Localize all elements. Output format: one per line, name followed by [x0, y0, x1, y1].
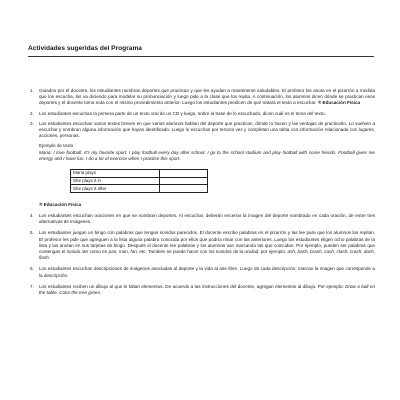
item-text: Guiados por el docente, los estudiantes nombran deportes que practican y que les ayudan a mantenerse saludables. El profesor los anota en el pizarrón a medida que los escucha, los va diciendo para modelar su pronunciación y luego pide a la clase que los repita. A continuación, los alumnos dicen dónde se practican esos deportes y el docente toma nota con el mismo procedimiento anterior. Luego los estudiantes predicen de qué tratará el texto a escuchar.	[39, 88, 375, 106]
item-emphasis: pan, man, fan, etc.	[108, 249, 147, 255]
item-number: 2.	[30, 110, 34, 116]
list-item	[30, 111, 375, 117]
subject-tag: ® Educación Física	[39, 201, 82, 207]
list-item	[30, 121, 375, 140]
subject-line	[30, 202, 375, 208]
item-number: 5.	[30, 230, 34, 236]
document-header	[28, 45, 374, 57]
table-cell	[160, 177, 208, 185]
table-cell: She plays it in	[71, 177, 160, 185]
item-number: 1.	[30, 88, 34, 93]
item-text: Los estudiantes reciben un dibujo al que le faltan elementos. De acuerdo a las instrucciones del docente, agregan elementos al dibujo. Por ejemplo:	[39, 283, 346, 289]
table-cell: She plays it after	[71, 185, 160, 193]
item-text: Los estudiantes escuchan la primera parte de un texto oral de un CD y luego, sobre la base de lo escuchado, dicen cuál es el tema del texto.	[39, 110, 326, 116]
table-cell	[160, 185, 208, 193]
item-text: Los estudiantes escuchan varios textos breves en que varios alumnos hablan del deporte que practican, dónde lo hacen y las ventajas de practicarlo. Lo vuelven a escuchar y nombran alguna información que hayan identificado. Luego lo escuchan por tercera vez y completan una tabla con información relacionada con lugares, acciones, personas.	[39, 120, 375, 139]
item-number: 7.	[30, 283, 34, 289]
item-number: 3.	[30, 120, 34, 126]
page-title: Actividades sugeridas del Programa	[28, 45, 142, 52]
list-item	[30, 88, 375, 107]
item-emphasis: Draw a ball on the table. Color the tree green.	[39, 283, 375, 296]
table-row	[71, 177, 208, 185]
table-cell	[160, 170, 208, 178]
item-text: También se puede hacer con los sonidos de la unidad; por ejemplo:	[146, 249, 288, 255]
table-cell: Maria plays	[71, 170, 160, 178]
item-emphasis: ash, bash, brash, cash, clash, crash, dash, flash.	[39, 249, 375, 261]
list-item	[30, 266, 375, 278]
item-text: Los estudiantes juegan un bingo con palabras que tengan sonidos parecidos. El docente escribe palabras en el pizarrón y las lee para que los alumnos las repitan. El profesor les pide que agreguen a la lista alguna palabra conocida por ellos que podría rimar con las anteriores. Luego los estudiantes eligen ocho palabras de la lista y las anotan en sus tarjetas de bingo. Después el docente lee palabras y los alumnos van marcando las que coincidan. Por ejemplo, pueden ser palabras que contengan el sonido /æ/ como en	[39, 230, 375, 255]
list-item	[30, 213, 375, 225]
example-title: Ejemplo de texto	[39, 143, 74, 149]
list-item	[30, 230, 375, 261]
header-divider	[28, 56, 374, 57]
table-row	[71, 170, 208, 178]
item-text: Los estudiantes escuchan descripciones de imágenes asociadas al deporte y la vida al aire libre. Luego de cada descripción, marcan la imagen que corresponde a la descripción.	[39, 266, 375, 278]
subject-tag: ® Educación Física	[317, 100, 361, 106]
activities-list	[30, 88, 375, 296]
item-number: 6.	[30, 266, 34, 272]
item-number: 4.	[30, 213, 34, 219]
example-text: Maria: I love football. It's my favorite sport. I play football every day after school. I go to the school stadium and play football with some friends. Football gives me energy and I have fun. I do a lot of exercise when I practise this sport.	[39, 149, 375, 161]
item-text: Los estudiantes escuchan oraciones en que se nombran deportes. Al escuchar, deberán encerrar la imagen del deporte nombrado en cada oración, de entre tres alternativas de imágenes.	[39, 213, 375, 225]
info-table	[70, 169, 208, 193]
list-item	[30, 284, 375, 296]
table-row	[71, 185, 208, 193]
